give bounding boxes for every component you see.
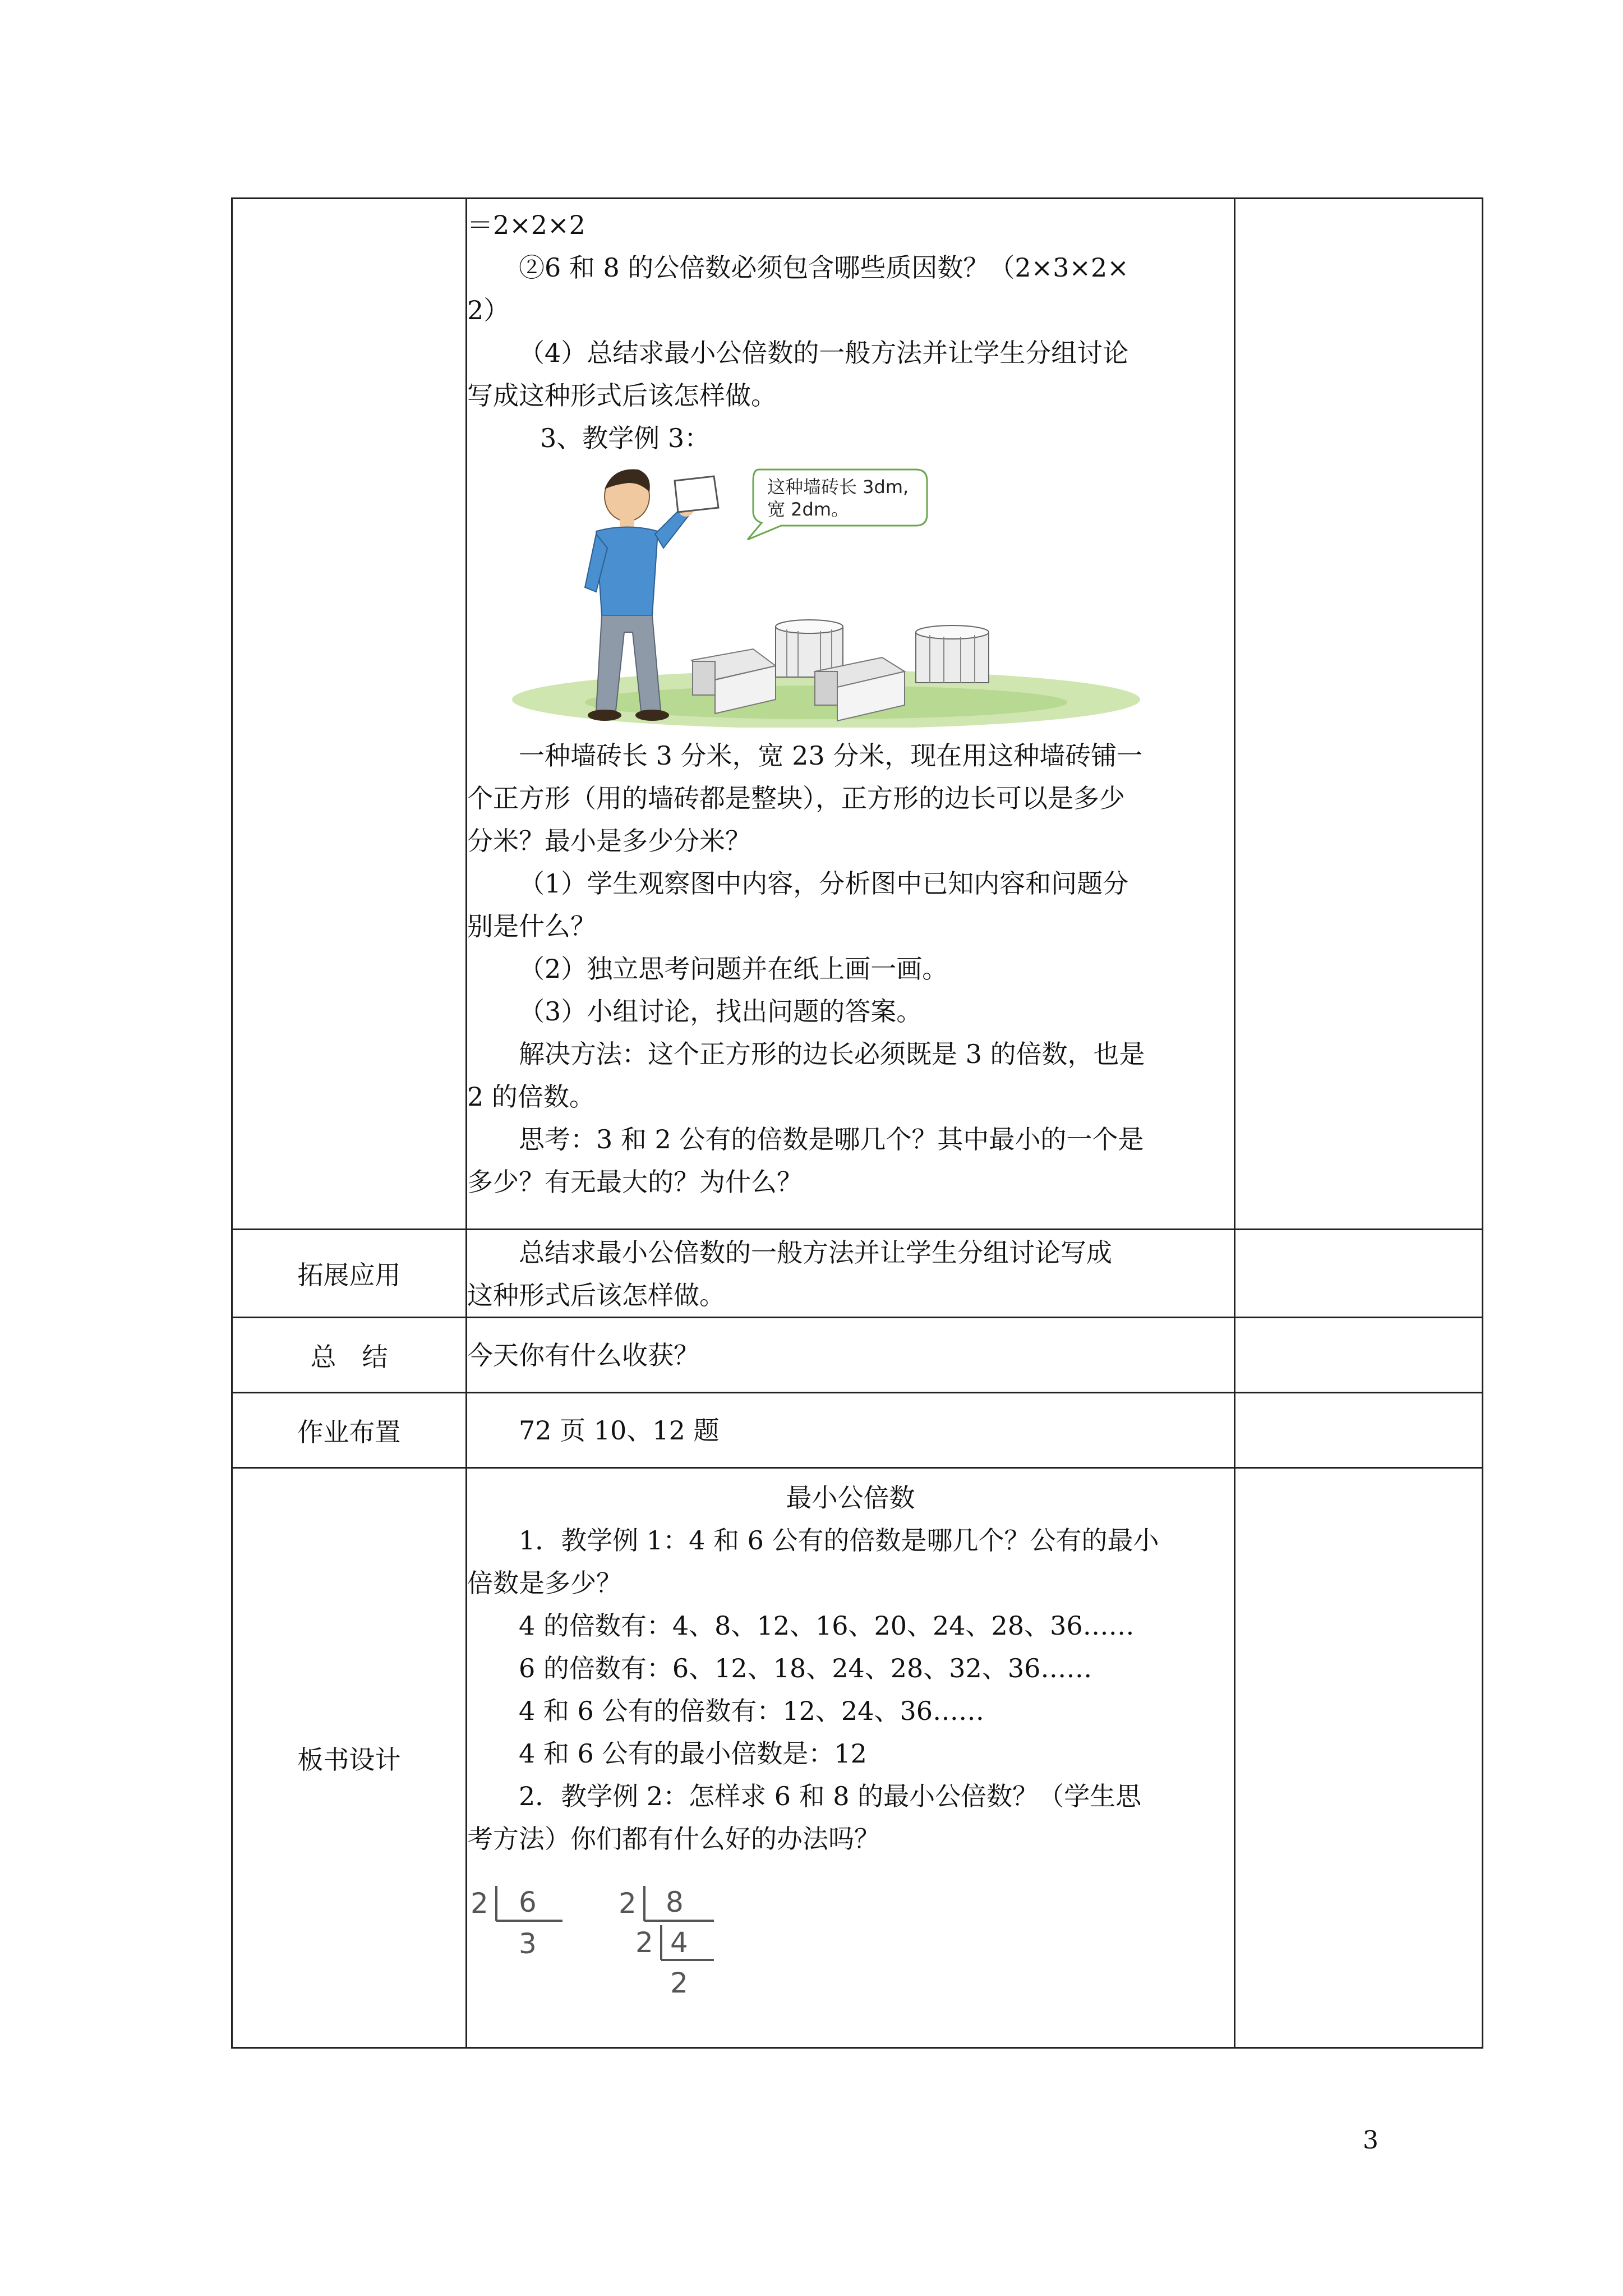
board-line: 4 和 6 公有的最小倍数是：12 [519, 1738, 867, 1769]
speech-bubble [748, 470, 927, 540]
problem-line: 多少？有无最大的？为什么？ [467, 1167, 803, 1197]
summary-label: 总 结 [232, 1318, 467, 1393]
division-quotient: 3 [519, 1927, 537, 1960]
short-division-diagrams [467, 1875, 748, 2004]
division-dividend: 8 [666, 1886, 684, 1918]
held-tile [675, 476, 718, 512]
homework-content-cell [467, 1393, 1235, 1468]
division-divisor: 2 [471, 1887, 488, 1920]
teaching-label-cell [232, 199, 467, 1230]
teaching-line: ＝2×2×2 [467, 210, 585, 240]
board-line: 1．教学例 1：4 和 6 公有的倍数是哪几个？公有的最小 [519, 1525, 1159, 1556]
teaching-line: ②6 和 8 的公倍数必须包含哪些质因数？（2×3×2× [519, 252, 1129, 283]
board-design-notes-cell [1235, 1468, 1483, 2048]
speech-bubble-line: 宽 2dm。 [767, 499, 850, 520]
homework-row [232, 1393, 1483, 1468]
short-division-8 [619, 1886, 714, 1999]
tile-stack [916, 625, 989, 683]
homework-text: 72 页 10、12 题 [519, 1415, 720, 1446]
teaching-row [232, 199, 1483, 1230]
board-title: 最小公倍数 [786, 1483, 915, 1513]
speech-bubble-line: 这种墙砖长 3dm, [767, 476, 909, 498]
problem-line: 思考：3 和 2 公有的倍数是哪几个？其中最小的一个是 [519, 1124, 1144, 1154]
problem-line: 别是什么？ [467, 911, 596, 941]
summary-row [232, 1318, 1483, 1393]
problem-line: 2 的倍数。 [467, 1082, 595, 1112]
homework-notes-cell [1235, 1393, 1483, 1468]
board-design-row [232, 1468, 1483, 2048]
division-middle: 4 [670, 1926, 688, 1959]
problem-line: 分米？最小是多少分米？ [467, 826, 751, 856]
board-design-content-cell [467, 1468, 1235, 2048]
division-divisor: 2 [635, 1926, 653, 1959]
board-line: 倍数是多少？ [467, 1568, 622, 1598]
page-number: 3 [1363, 2126, 1378, 2155]
summary-notes-cell [1235, 1318, 1483, 1393]
extension-content-cell [467, 1230, 1235, 1318]
board-line: 4 的倍数有：4、8、12、16、20、24、28、36…… [519, 1611, 1135, 1641]
division-quotient: 2 [670, 1967, 688, 1999]
teaching-line: 2） [467, 295, 510, 325]
division-dividend: 6 [519, 1886, 537, 1918]
extension-label: 拓展应用 [232, 1230, 467, 1318]
summary-content-cell [467, 1318, 1235, 1393]
extension-line: 总结求最小公倍数的一般方法并让学生分组讨论写成 [519, 1237, 1112, 1268]
problem-line: 个正方形（用的墙砖都是整块），正方形的边长可以是多少 [467, 783, 1125, 813]
teaching-line: 写成这种形式后该怎样做。 [467, 380, 777, 411]
example-3-heading: 3、教学例 3： [540, 423, 711, 453]
wall-tile-illustration [512, 464, 1146, 728]
board-line: 2．教学例 2：怎样求 6 和 8 的最小公倍数？（学生思 [519, 1781, 1142, 1811]
problem-line: （1）学生观察图中内容，分析图中已知内容和问题分 [519, 868, 1129, 899]
board-design-label: 板书设计 [232, 1468, 467, 2048]
problem-line: （3）小组讨论，找出问题的答案。 [519, 996, 923, 1027]
board-line: 4 和 6 公有的倍数有：12、24、36…… [519, 1696, 984, 1726]
board-line: 6 的倍数有：6、12、18、24、28、32、36…… [519, 1653, 1092, 1683]
problem-line: 解决方法：这个正方形的边长必须既是 3 的倍数，也是 [519, 1039, 1145, 1069]
extension-line: 这种形式后该怎样做。 [467, 1280, 725, 1310]
extension-row [232, 1230, 1483, 1318]
lesson-plan-table [231, 197, 1483, 2049]
problem-line: 一种墙砖长 3 分米，宽 23 分米，现在用这种墙砖铺一 [519, 740, 1143, 771]
homework-label: 作业布置 [232, 1393, 467, 1468]
division-divisor: 2 [619, 1887, 637, 1920]
short-division-6 [471, 1886, 562, 1960]
teaching-content-cell [467, 199, 1235, 1230]
board-line: 考方法）你们都有什么好的办法吗？ [467, 1824, 880, 1854]
extension-notes-cell [1235, 1230, 1483, 1318]
summary-text: 今天你有什么收获？ [467, 1340, 699, 1370]
teaching-notes-cell [1235, 199, 1483, 1230]
problem-line: （2）独立思考问题并在纸上画一画。 [519, 954, 948, 984]
teaching-line: （4）总结求最小公倍数的一般方法并让学生分组讨论 [519, 338, 1129, 368]
